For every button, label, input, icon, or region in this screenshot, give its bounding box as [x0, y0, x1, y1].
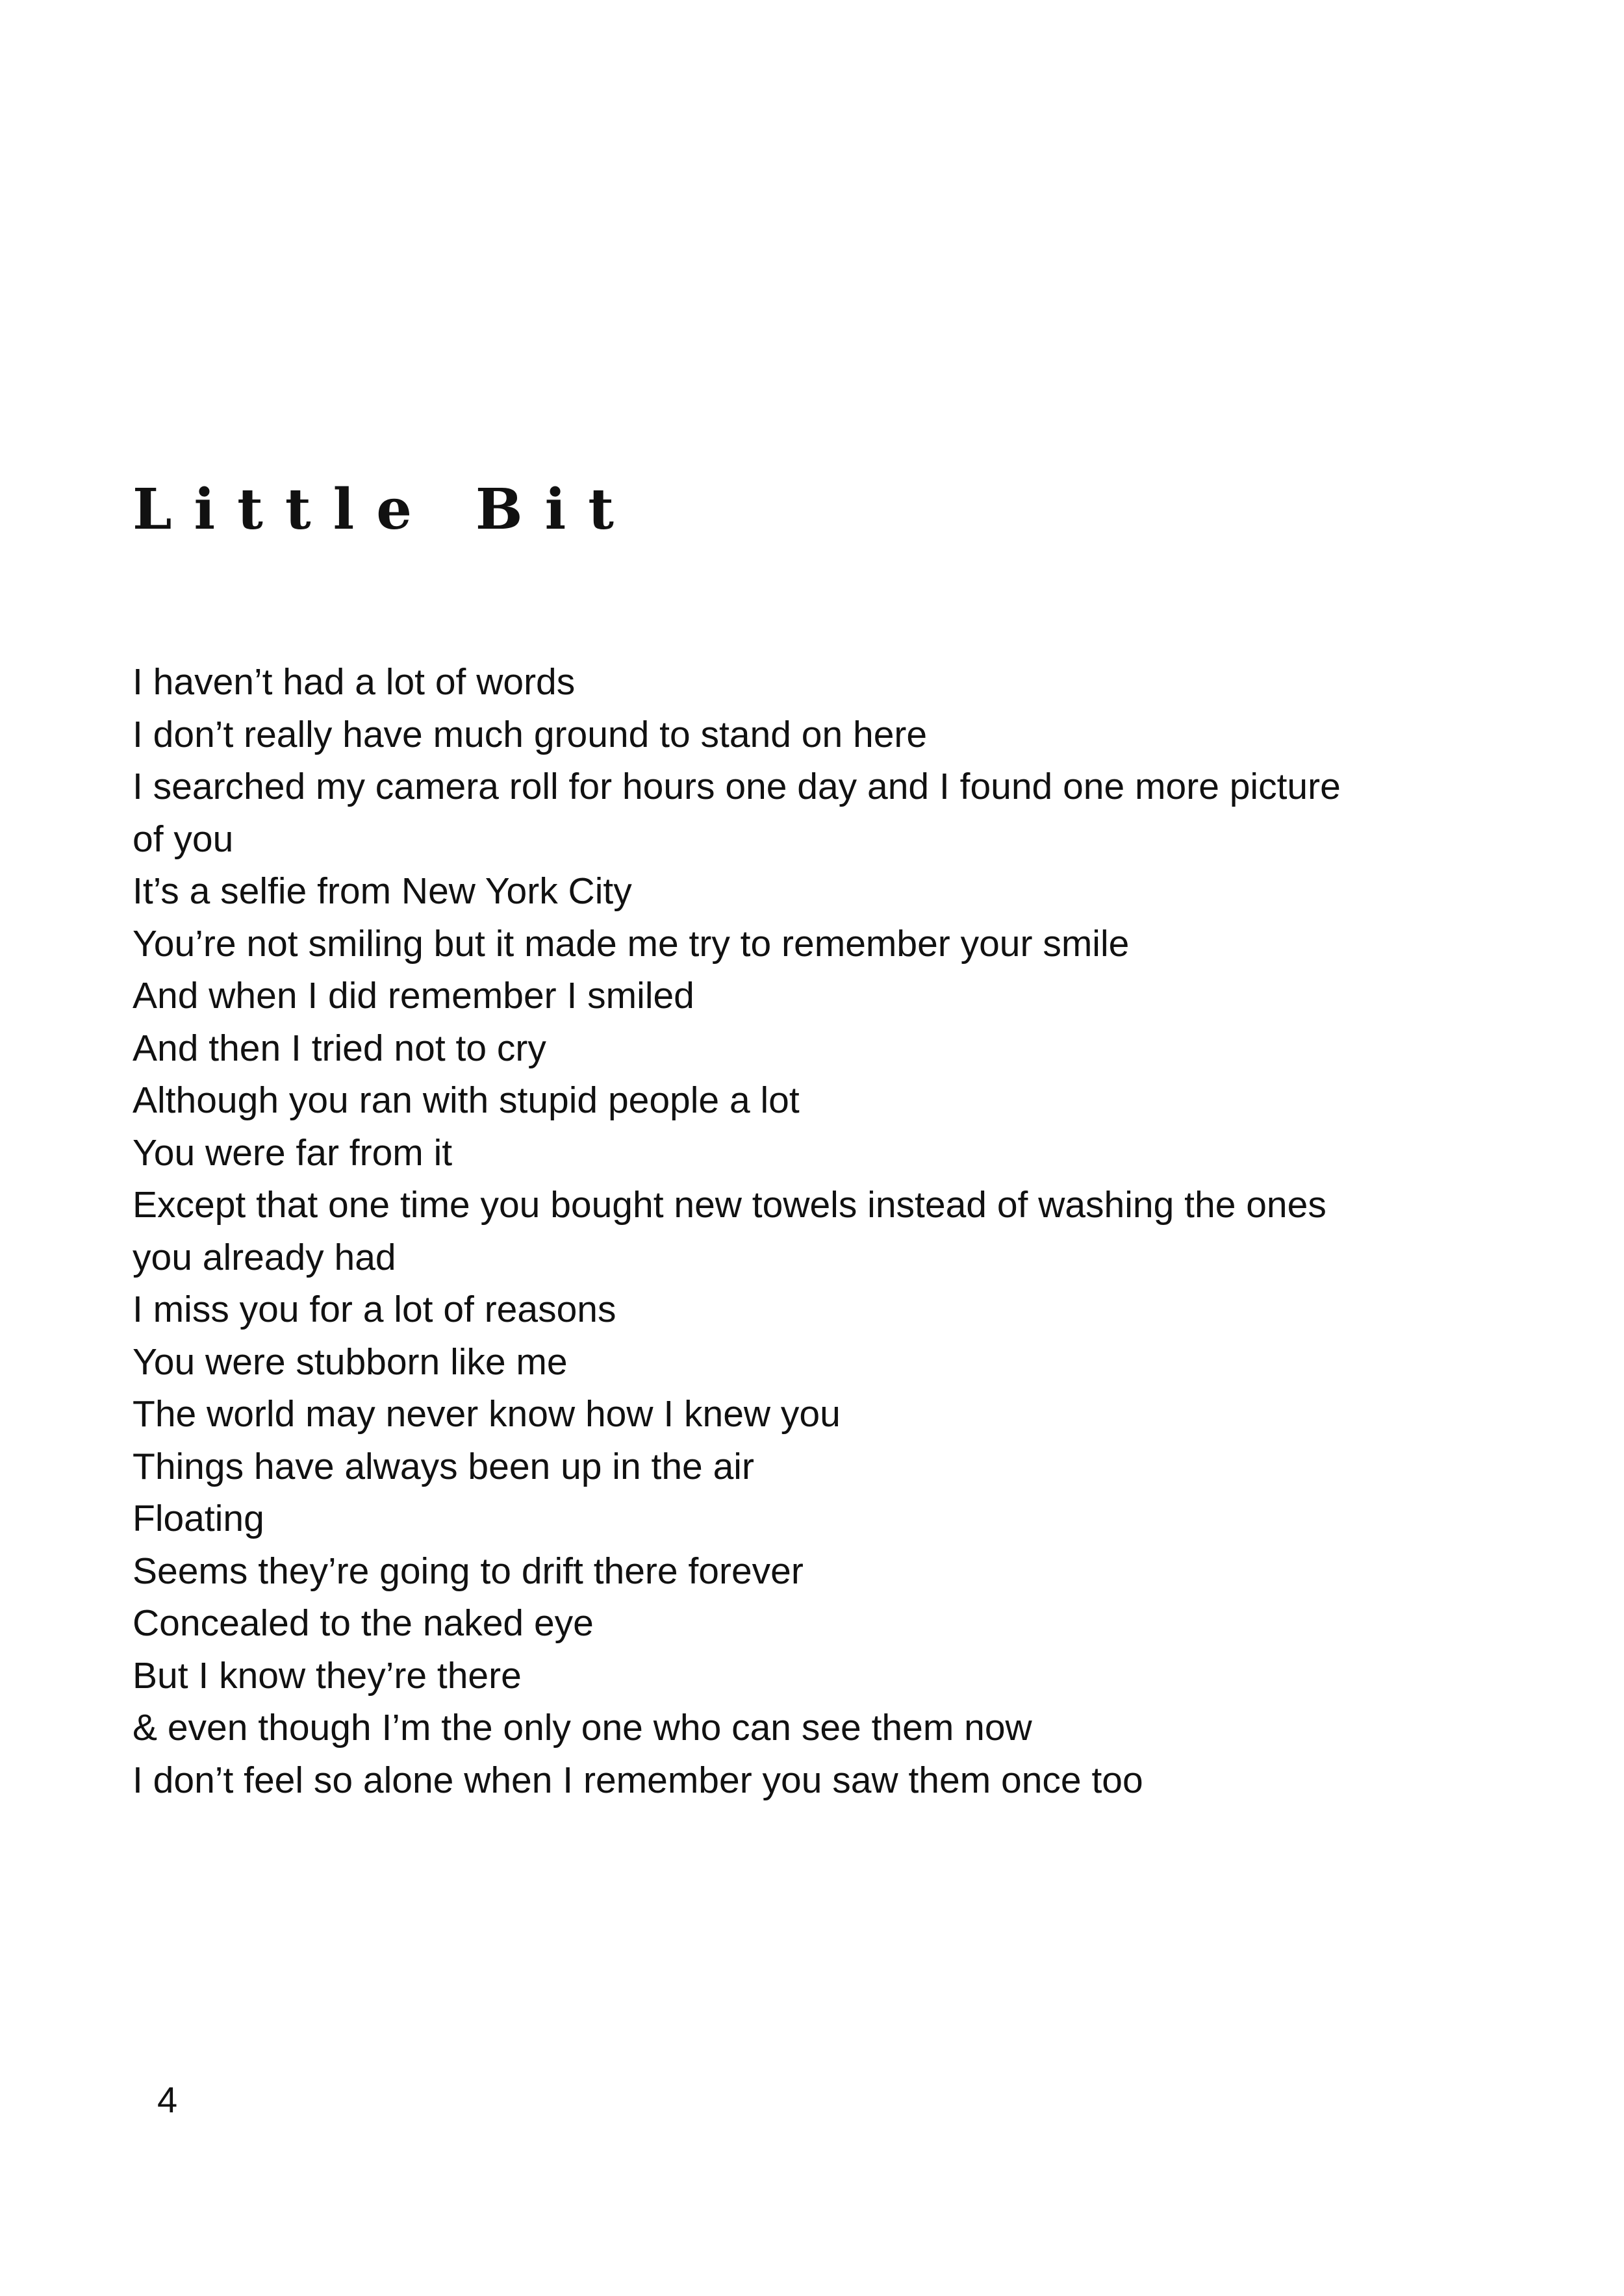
- poem-title: Little Bit: [133, 477, 636, 542]
- poem-line: & even though I’m the only one who can see them now: [133, 1707, 1032, 1748]
- poem-line: Concealed to the naked eye: [133, 1602, 594, 1644]
- poem-line: I haven’t had a lot of words: [133, 661, 576, 703]
- poem-line: of you: [133, 818, 234, 860]
- poem-line: You were far from it: [133, 1131, 453, 1174]
- poem-line: you already had: [133, 1236, 396, 1278]
- poem-line: I don’t feel so alone when I remember you saw them once too: [133, 1759, 1143, 1801]
- poem-body: [133, 656, 1497, 1806]
- poem-line: I searched my camera roll for hours one day and I found one more picture: [133, 766, 1341, 807]
- poem-line: I don’t really have much ground to stand on here: [133, 713, 928, 755]
- poem-line: Floating: [133, 1498, 264, 1539]
- poem-line: The world may never know how I knew you: [133, 1393, 841, 1435]
- poem-line: Except that one time you bought new towels instead of washing the ones: [133, 1184, 1326, 1226]
- poem-line: And then I tried not to cry: [133, 1027, 546, 1069]
- poem-line: Seems they’re going to drift there forever: [133, 1550, 804, 1592]
- poem-line: You’re not smiling but it made me try to remember your smile: [133, 922, 1130, 965]
- page-number: 4: [157, 2079, 178, 2120]
- poem-line: It’s a selfie from New York City: [133, 870, 632, 912]
- poem-line: Things have always been up in the air: [133, 1445, 754, 1487]
- poem-line: Although you ran with stupid people a lot: [133, 1079, 800, 1121]
- poem-line: I miss you for a lot of reasons: [133, 1289, 616, 1330]
- poem-line: And when I did remember I smiled: [133, 975, 694, 1016]
- poem-line: But I know they’re there: [133, 1654, 522, 1697]
- poem-line: You were stubborn like me: [133, 1341, 568, 1383]
